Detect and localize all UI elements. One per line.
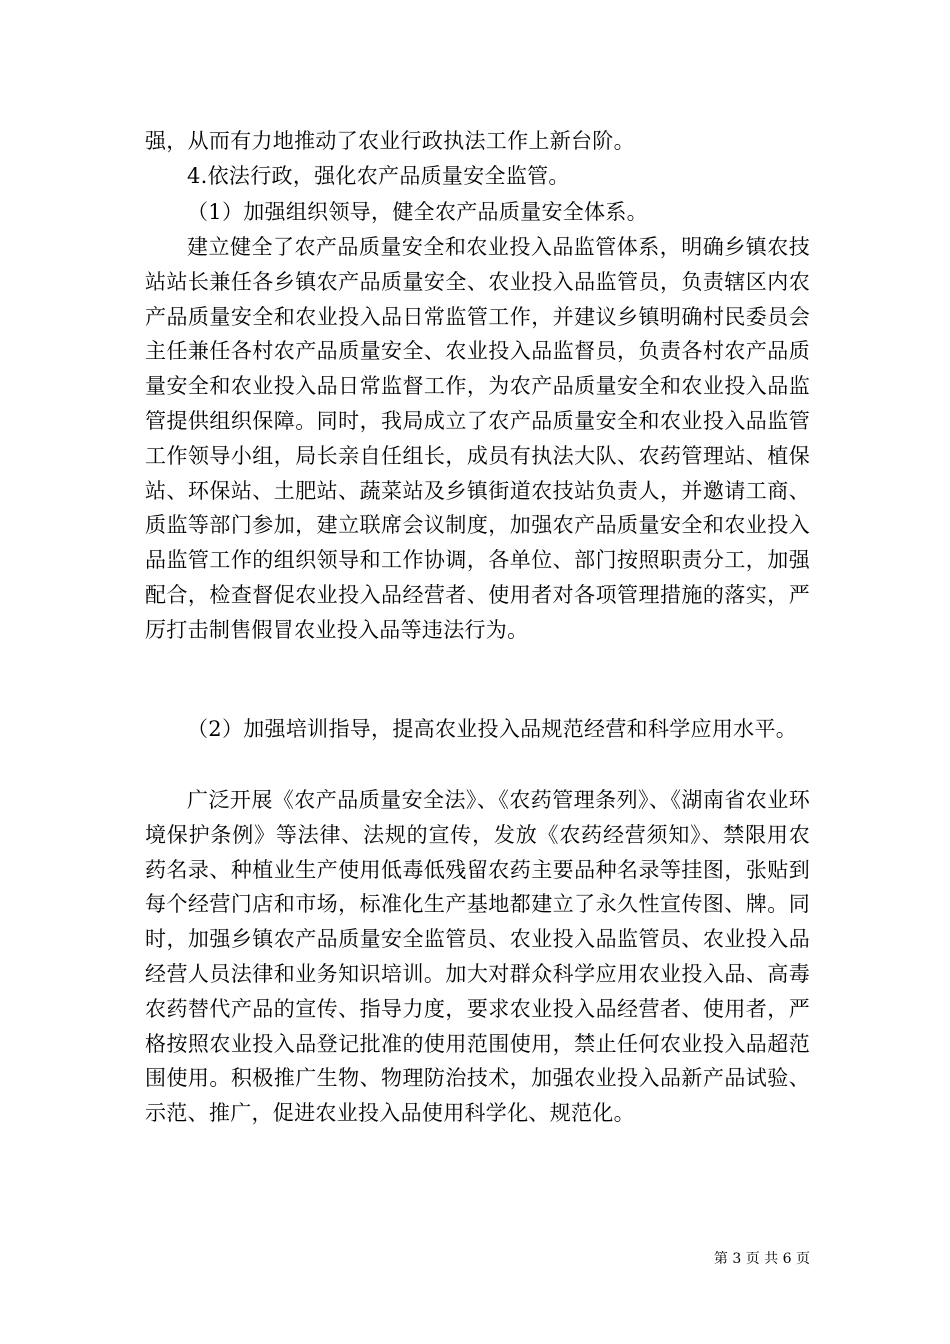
section-heading-4: 4.依法行政，强化农产品质量安全监管。	[187, 164, 570, 188]
paragraph-training: 广泛开展《农产品质量安全法》、《农药管理条列》、《湖南省农业环境保护条例》等法律、法规的宣传，发放《农药经营须知》、禁限用农药名录、种植业生产使用低毒低残留农药主要品种名录等挂图，张贴到每个经营门店和市场，标准化生产基地都建立了永久性宣传图、牌。同时，加强乡镇农产品质量安全监管员、农业投入品监管员、农业投入品经营人员法律和业务知识培训。加大对群众科学应用农业投入品、高毒农药替代产品的宣传、指导力度，要求农业投入品经营者、使用者，严格按照农业投入品登记批准的使用范围使用，禁止任何农业投入品超范围使用。积极推广生物、物理防治技术，加强农业投入品新产品试验、示范、推广，促进农业投入品使用科学化、规范化。	[145, 788, 810, 1126]
paragraph-continuation: 强，从而有力地推动了农业行政执法工作上新台阶。	[145, 129, 635, 153]
paragraph-organization: 建立健全了农产品质量安全和农业投入品监管体系，明确乡镇农技站站长兼任各乡镇农产品质量安全、农业投入品监管员，负责辖区内农产品质量安全和农业投入品日常监管工作，并建议乡镇明确村民委员会主任兼任各村农产品质量安全、农业投入品监督员，负责各村农产品质量安全和农业投入品日常监督工作，为农产品质量安全和农业投入品监管提供组织保障。同时，我局成立了农产品质量安全和农业投入品监管工作领导小组，局长亲自任组长，成员有执法大队、农药管理站、植保站、环保站、土肥站、蔬菜站及乡镇街道农技站负责人，并邀请工商、质监等部门参加，建立联席会议制度，加强农产品质量安全和农业投入品监管工作的组织领导和工作协调，各单位、部门按照职责分工，加强配合，检查督促农业投入品经营者、使用者对各项管理措施的落实，严厉打击制售假冒农业投入品等违法行为。	[145, 235, 810, 642]
subsection-heading-2: （2）加强培训指导，提高农业投入品规范经营和科学应用水平。	[187, 717, 798, 741]
page-number: 第 3 页 共 6 页	[713, 1251, 810, 1267]
subsection-heading-1: （1）加强组织领导，健全农产品质量安全体系。	[187, 200, 648, 224]
